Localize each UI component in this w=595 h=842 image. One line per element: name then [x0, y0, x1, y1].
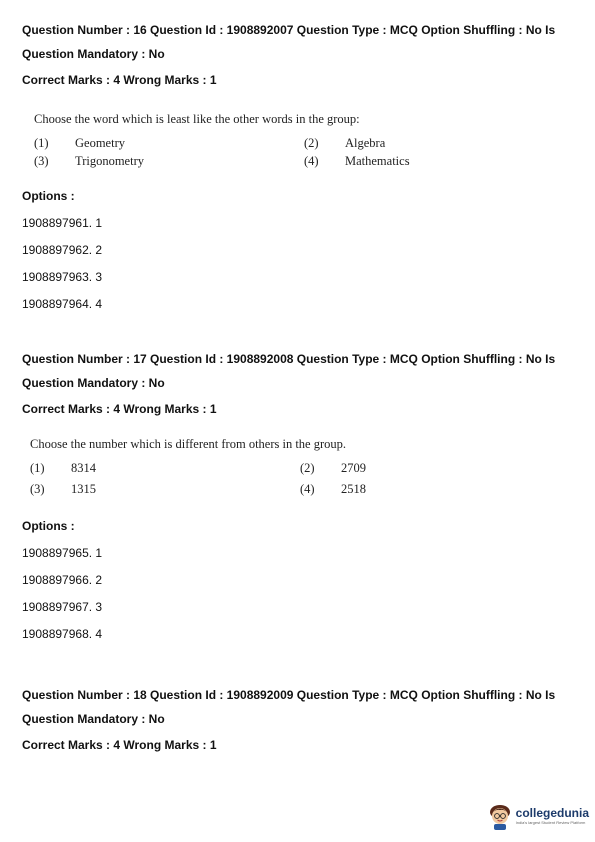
- choice-text: 8314: [71, 461, 96, 475]
- option-line: 1908897966. 2: [22, 573, 103, 587]
- logo-text: [516, 806, 589, 826]
- choice-text: Algebra: [345, 136, 386, 150]
- question-meta-line2: Question Mandatory : No: [22, 712, 165, 726]
- collegedunia-logo: [487, 802, 589, 830]
- choice-number: (3): [30, 482, 45, 496]
- option-line: 1908897968. 4: [22, 627, 103, 641]
- options-block: [22, 187, 577, 313]
- question-meta-line2: Question Mandatory : No: [22, 47, 165, 61]
- mascot-icon: [487, 802, 513, 830]
- choice-2: [304, 136, 554, 151]
- choice-number: (4): [300, 482, 315, 496]
- logo-tagline: India's largest Student Review Platform: [515, 820, 586, 825]
- question-marks: Correct Marks : 4 Wrong Marks : 1: [22, 73, 217, 87]
- question-marks: Correct Marks : 4 Wrong Marks : 1: [22, 738, 217, 752]
- choice-2: [300, 461, 550, 476]
- option-line: 1908897965. 1: [22, 546, 103, 560]
- choice-grid: [30, 461, 577, 497]
- question-meta-line1: Question Number : 17 Question Id : 1908892008 Question Type : MCQ Option Shuffling : No Is: [22, 352, 556, 366]
- choice-text: 2709: [341, 461, 366, 475]
- question-meta-line1: Question Number : 16 Question Id : 1908892007 Question Type : MCQ Option Shuffling : No Is: [22, 23, 556, 37]
- choice-text: Geometry: [75, 136, 125, 150]
- question-stem: Choose the word which is least like the other words in the group:: [34, 112, 360, 126]
- choice-number: (1): [34, 136, 49, 150]
- choice-number: (4): [304, 154, 319, 168]
- options-title: Options :: [22, 189, 75, 203]
- choice-1: [30, 461, 300, 476]
- choice-3: [34, 154, 304, 169]
- choice-text: Mathematics: [345, 154, 410, 168]
- question-meta-line2: Question Mandatory : No: [22, 376, 165, 390]
- options-title: Options :: [22, 519, 75, 533]
- question-body: [34, 110, 577, 169]
- choice-1: [34, 136, 304, 151]
- choice-number: (3): [34, 154, 49, 168]
- question-meta-line1: Question Number : 18 Question Id : 1908892009 Question Type : MCQ Option Shuffling : No Is: [22, 688, 556, 702]
- question-18: [22, 683, 577, 757]
- option-line: 1908897961. 1: [22, 216, 103, 230]
- choice-number: (2): [304, 136, 319, 150]
- choice-4: [304, 154, 554, 169]
- choice-text: 1315: [71, 482, 96, 496]
- question-stem: Choose the number which is different from others in the group.: [30, 437, 347, 451]
- question-16: [22, 18, 577, 313]
- question-17: [22, 347, 577, 643]
- choice-grid: [34, 136, 577, 169]
- option-line: 1908897964. 4: [22, 297, 103, 311]
- choice-text: 2518: [341, 482, 366, 496]
- option-line: 1908897963. 3: [22, 270, 103, 284]
- choice-text: Trigonometry: [75, 154, 144, 168]
- question-marks: Correct Marks : 4 Wrong Marks : 1: [22, 402, 217, 416]
- choice-3: [30, 482, 300, 497]
- option-line: 1908897962. 2: [22, 243, 103, 257]
- options-block: [22, 517, 577, 643]
- question-body: [30, 435, 577, 497]
- choice-4: [300, 482, 550, 497]
- choice-number: (2): [300, 461, 315, 475]
- logo-name: collegedunia: [515, 806, 589, 820]
- option-line: 1908897967. 3: [22, 600, 103, 614]
- choice-number: (1): [30, 461, 45, 475]
